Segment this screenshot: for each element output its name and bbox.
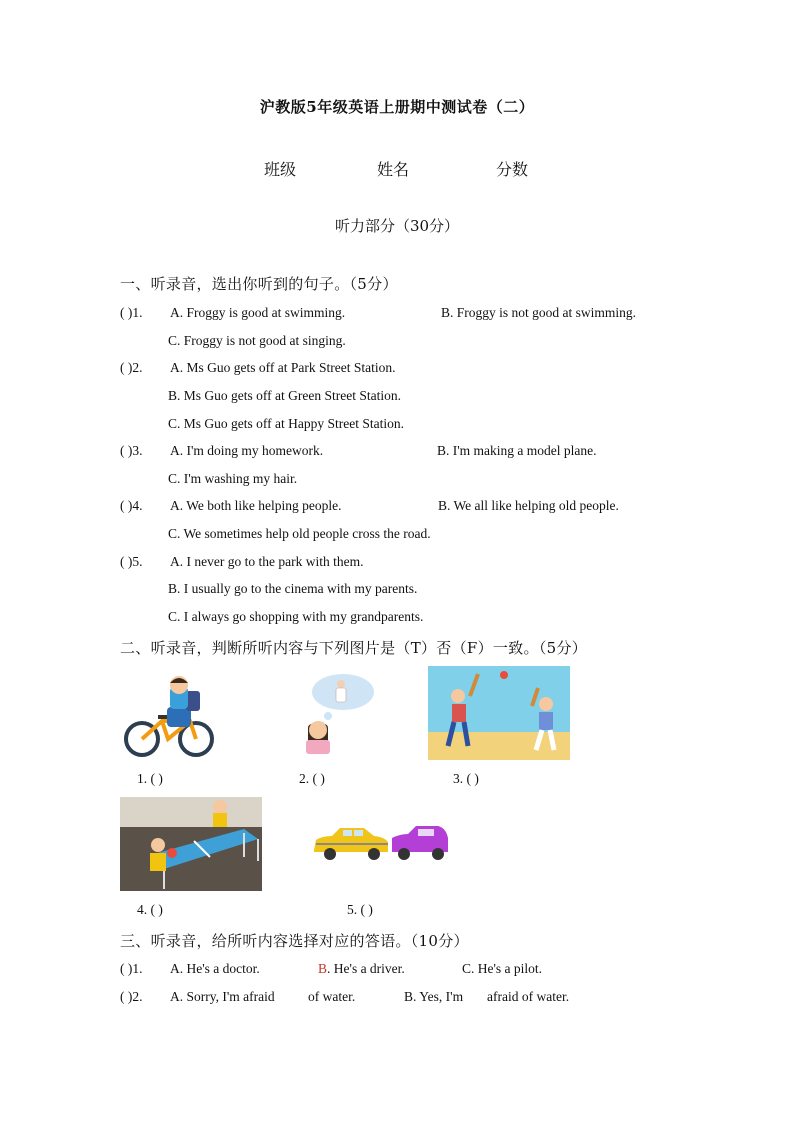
picture-label-2: 2. ( ) bbox=[299, 771, 325, 786]
picture-label-5: 5. ( ) bbox=[347, 902, 373, 917]
q5-option-b: B. I usually go to the cinema with my parents. bbox=[168, 581, 418, 596]
q2-option-b: B. Ms Guo gets off at Green Street Station. bbox=[168, 388, 401, 403]
picture-label-1: 1. ( ) bbox=[137, 771, 163, 786]
s3-q1-number: ( )1. bbox=[120, 961, 143, 976]
s3-q2-option-b: B. Yes, I'm bbox=[404, 989, 464, 1004]
q4-option-a: A. We both like helping people. bbox=[170, 498, 342, 513]
score-label: 分数 bbox=[496, 160, 529, 179]
s3-q2-option-b-end: afraid of water. bbox=[487, 989, 570, 1004]
girl-thinking-picture bbox=[298, 672, 376, 754]
s3-q1-option-b-letter: B bbox=[318, 961, 328, 976]
cars-picture bbox=[312, 824, 450, 862]
q3-number: ( )3. bbox=[120, 443, 143, 458]
s3-q1-option-b bbox=[318, 961, 405, 977]
q3-option-c: C. I'm washing my hair. bbox=[168, 471, 298, 486]
listening-heading: 听力部分（30分） bbox=[334, 217, 460, 235]
s3-q1-option-b-text: . He's a driver. bbox=[327, 961, 405, 976]
q2-option-a: A. Ms Guo gets off at Park Street Station. bbox=[170, 360, 396, 375]
q3-option-b: B. I'm making a model plane. bbox=[437, 443, 597, 458]
s3-q1-option-c: C. He's a pilot. bbox=[462, 961, 543, 976]
q1-option-a: A. Froggy is good at swimming. bbox=[170, 305, 346, 320]
q1-option-c: C. Froggy is not good at singing. bbox=[168, 333, 346, 348]
picture-label-3: 3. ( ) bbox=[453, 771, 479, 786]
section2-heading: 二、听录音，判断所听内容与下列图片是（T）否（F）一致。（5分） bbox=[120, 639, 588, 657]
q2-option-c: C. Ms Guo gets off at Happy Street Station. bbox=[168, 416, 404, 431]
name-label: 姓名 bbox=[377, 160, 410, 179]
picture-label-4: 4. ( ) bbox=[137, 902, 163, 917]
class-label: 班级 bbox=[264, 160, 297, 179]
q5-option-c: C. I always go shopping with my grandparents. bbox=[168, 609, 424, 624]
page-title: 沪教版5年级英语上册期中测试卷（二） bbox=[259, 98, 535, 116]
q2-number: ( )2. bbox=[120, 360, 143, 375]
section3-heading: 三、听录音，给所听内容选择对应的答语。（10分） bbox=[120, 932, 469, 950]
s3-q1-option-a: A. He's a doctor. bbox=[170, 961, 260, 976]
q5-number: ( )5. bbox=[120, 554, 143, 569]
s3-q2-option-a: A. Sorry, I'm afraid bbox=[170, 989, 275, 1004]
q3-option-a: A. I'm doing my homework. bbox=[170, 443, 324, 458]
q5-option-a: A. I never go to the park with them. bbox=[170, 554, 364, 569]
section1-heading: 一、听录音，选出你听到的句子。（5分） bbox=[120, 275, 398, 293]
q4-number: ( )4. bbox=[120, 498, 143, 513]
boy-cycling-picture bbox=[120, 673, 216, 759]
q1-number: ( )1. bbox=[120, 305, 143, 320]
q4-option-c: C. We sometimes help old people cross the road. bbox=[168, 526, 431, 541]
baseball-picture bbox=[428, 666, 570, 760]
s3-q2-number: ( )2. bbox=[120, 989, 143, 1004]
q1-option-b: B. Froggy is not good at swimming. bbox=[441, 305, 637, 320]
s3-q2-option-a-end: of water. bbox=[308, 989, 356, 1004]
table-tennis-picture bbox=[120, 797, 262, 891]
q4-option-b: B. We all like helping old people. bbox=[438, 498, 619, 513]
